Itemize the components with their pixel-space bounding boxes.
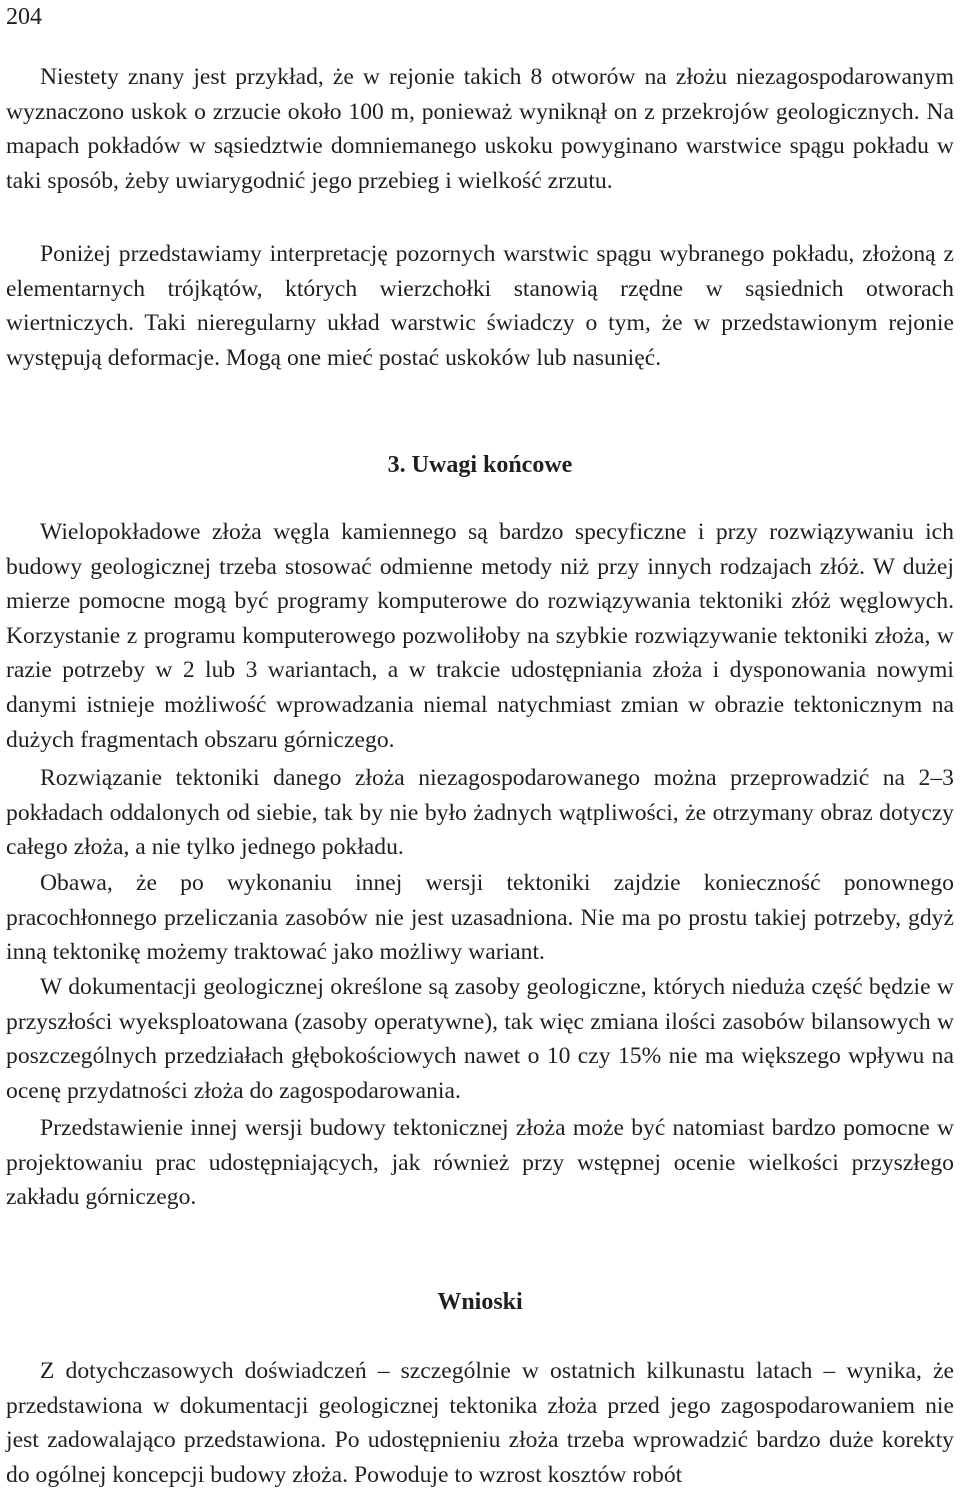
page-number: 204 [6,4,42,30]
paragraph-fault-example: Niestety znany jest przykład, że w rejonie takich 8 otworów na złożu niezagospodarowanym wyznaczono uskok o zrzucie około 100 m, ponieważ wyniknął on z przekrojów geologicznych. Na mapach pokładów w sąsiedztwie domniemanego uskoku powyginano warstwice spągu pokładu w taki sposób, żeby uwiarygodnić jego przebieg i wielkość zrzutu. [6,64,954,194]
paragraph-tectonics-solution: Rozwiązanie tektoniki danego złoża niezagospodarowanego można przeprowadzić na 2–3 pokładach oddalonych od siebie, tak by nie było żadnych wątpliwości, że otrzymany obraz dotyczy całego złoża, a nie tylko jednego pokładu. [6,765,954,861]
paragraph-contour-interpretation: Poniżej przedstawiamy interpretację pozornych warstwic spągu wybranego pokładu, złożoną z elementarnych trójkątów, których wierzchołki stanowią rzędne w sąsiednich otworach wiertniczych. Taki nieregularny układ warstwic świadczy o tym, że w przedstawionym rejonie występują deformacje. Mogą one mieć postać uskoków lub nasunięć. [6,241,954,371]
section-heading-final-remarks: 3. Uwagi końcowe [387,452,573,478]
paragraph-resource-recalculation: Obawa, że po wykonaniu innej wersji tektoniki zajdzie konieczność ponownego pracochłonnego przeliczania zasobów nie jest uzasadniona. Nie ma po prostu takiej potrzeby, gdyż inną tektonikę możemy traktować jako możliwy wariant. [6,870,954,966]
paragraph-geological-resources: W dokumentacji geologicznej określone są zasoby geologiczne, których niedużа część będzie w przyszłości wyeksploatowana (zasoby operatywne), tak więc zmiana ilości zasobów bilansowych w poszczególnych przedziałach głębokościowych nawet o 10 czy 15% nie ma większego wpływu na ocenę przydatności złoża do zagospodarowania. [6,974,954,1104]
paragraph-multiseam-deposits: Wielopokładowe złoża węgla kamiennego są bardzo specyficzne i przy rozwiązywaniu ich budowy geologicznej trzeba stosować odmienne metody niż przy innych rodzajach złóż. W dużej mierze pomocne mogą być programy komputerowe do rozwiązywania tektoniki złóż węglowych. Korzystanie z programu komputerowego pozwoliłoby na szybkie rozwiązywanie tektoniki złoża, w razie potrzeby w 2 lub 3 wariantach, a w trakcie udostępniania złoża i dysponowania nowymi danymi istnieje możliwość wprowadzania niemal natychmiast zmian w obrazie tektonicznym na dużych fragmentach obszaru górniczego. [6,519,954,753]
paragraph-conclusions: Z dotychczasowych doświadczeń – szczególnie w ostatnich kilkunastu latach – wynika, że przedstawiona w dokumentacji geologicznej tektonika złoża przed jego zagospodarowaniem nie jest zadowalająco przedstawiona. Po udostępnieniu złoża trzeba wprowadzić bardzo duże korekty do ogólnej koncepcji budowy złoża. Powoduje to wzrost kosztów robót [6,1358,954,1488]
conclusions-heading: Wnioski [437,1289,523,1315]
paragraph-alternative-version: Przedstawienie innej wersji budowy tektonicznej złoża może być natomiast bardzo pomocne w projektowaniu prac udostępniających, jak również przy wstępnej ocenie wielkości przyszłego zakładu górniczego. [6,1115,954,1211]
